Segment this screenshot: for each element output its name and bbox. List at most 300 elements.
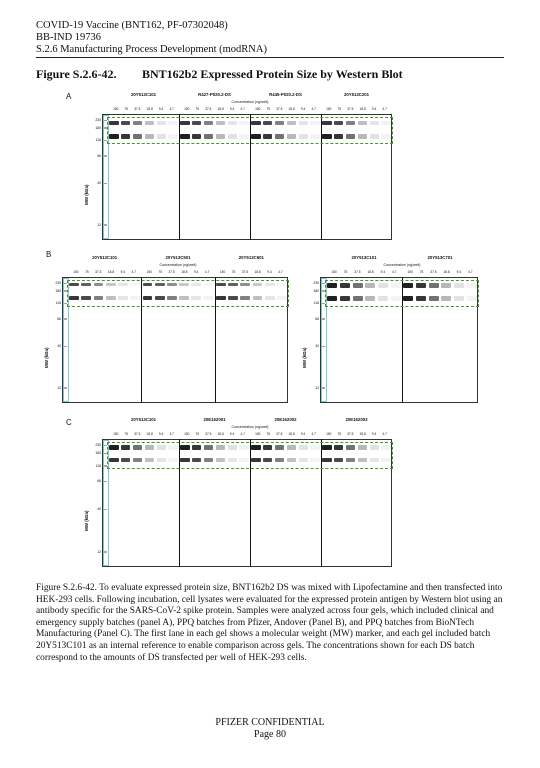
lane-label: 9.4: [300, 107, 306, 111]
protein-band: [358, 458, 367, 462]
mw-marker-label: 230: [95, 443, 101, 448]
mw-marker-label: 116: [313, 301, 319, 306]
protein-band: [239, 458, 248, 462]
protein-band: [133, 121, 142, 125]
lane-label: 37.5: [354, 270, 361, 274]
lane-concentration-labels: [404, 270, 476, 274]
mw-marker-label: 40: [57, 344, 61, 349]
lane-label: 150: [407, 270, 413, 274]
mw-marker-label: 180: [95, 125, 101, 130]
protein-band: [365, 283, 375, 288]
protein-band: [192, 445, 201, 450]
lane-concentration-labels: [181, 107, 248, 111]
protein-band: [216, 134, 225, 139]
protein-band: [216, 458, 225, 462]
lane-concentration-labels: [252, 432, 319, 436]
protein-band: [179, 296, 189, 300]
lane-label: 75: [266, 107, 271, 111]
lane-label: 18.8: [181, 270, 188, 274]
protein-band: [467, 296, 477, 301]
protein-band: [287, 121, 296, 125]
lane-label: 4.7: [311, 432, 316, 436]
lane-label: 18.8: [254, 270, 261, 274]
lane-label: 37.5: [168, 270, 175, 274]
protein-band: [157, 134, 166, 139]
protein-band: [192, 121, 201, 125]
lane-label: 18.8: [367, 270, 374, 274]
protein-band: [378, 283, 388, 288]
protein-band: [145, 134, 154, 139]
gel-batch-label: 20Y513C101: [130, 417, 157, 422]
lane-concentration-labels: [323, 107, 390, 111]
lane-concentration-labels: [217, 270, 286, 274]
protein-band: [179, 283, 189, 286]
protein-band: [381, 445, 390, 450]
mw-marker-band: [104, 551, 107, 553]
protein-band: [157, 121, 166, 125]
concentration-axis-label: Concentration (ng/well): [231, 100, 269, 104]
mw-marker-label: 180: [95, 451, 101, 456]
lane-label: 75: [158, 270, 162, 274]
gel-batch-label: R445-P020.2-DS: [269, 92, 302, 97]
lane-label: 150: [113, 432, 119, 436]
protein-band: [275, 445, 284, 450]
protein-band: [265, 283, 275, 286]
western-blot-panel-b-right: [300, 255, 478, 403]
protein-band: [287, 134, 296, 139]
protein-band: [130, 283, 140, 286]
lane-label: 18.8: [359, 432, 366, 436]
mw-axis-label: MW (kDa): [84, 184, 89, 205]
protein-band: [228, 458, 237, 462]
protein-band: [81, 283, 91, 286]
lane-label: 4.7: [382, 107, 387, 111]
protein-band: [353, 296, 363, 301]
protein-band: [157, 445, 166, 450]
protein-band: [391, 283, 401, 288]
mw-marker-label: 66: [97, 153, 101, 158]
concentration-axis-label: Concentration (ng/well): [231, 425, 269, 429]
protein-band: [263, 121, 272, 125]
protein-band: [204, 283, 214, 286]
protein-band: [441, 296, 451, 301]
protein-band: [263, 134, 272, 139]
protein-band: [340, 296, 350, 301]
lane-label: 150: [219, 270, 226, 274]
protein-band: [334, 134, 343, 139]
protein-band: [216, 121, 225, 125]
protein-band: [251, 121, 260, 125]
header-rule: [36, 57, 504, 58]
lane-label: 18.8: [288, 107, 295, 111]
protein-band: [370, 445, 379, 450]
protein-band: [253, 296, 263, 300]
gel-batch-label: 20Y513C101: [92, 255, 118, 260]
document-header: [36, 20, 267, 56]
lane-concentration-labels: [110, 432, 177, 436]
protein-band: [358, 121, 367, 125]
lane-label: 18.8: [217, 107, 224, 111]
lane-label: 9.4: [267, 270, 272, 274]
mw-marker-label: 12: [97, 549, 101, 554]
protein-band: [228, 445, 237, 450]
mw-marker-label: 40: [97, 181, 101, 186]
protein-band: [145, 121, 154, 125]
lane-label: 9.4: [456, 270, 462, 274]
protein-band: [265, 296, 275, 300]
figure-caption: Figure S.2.6-42. To evaluate expressed protein size, BNT162b2 DS was mixed with Lipofectamine and then transfected into HEK-293 cells. Following incubation, cell lysates were evaluated for the expressed protein antigen by Western blot using an antibody specific for the SARS-CoV-2 spike protein. Samples were analyzed across four gels, which included clinical and emergency supply batches (panel A), PPQ batches from Pfizer, Andover (Panel B), and PPQ batches from BioNTech Manufacturing (Panel C). The first lane in each gel shows a molecular weight (MW) marker, and each gel included batch 20Y513C101 as an internal reference to enable comparison across gels. The concentrations shown for each DS batch correspond to the amounts of DS transfected per well of HEK-293 cells.: [36, 583, 503, 663]
mw-marker-label: 230: [55, 281, 61, 286]
protein-band: [118, 283, 128, 286]
protein-band: [133, 458, 142, 462]
protein-band: [365, 296, 375, 301]
protein-band: [353, 283, 363, 288]
protein-band: [454, 283, 464, 288]
protein-band: [251, 458, 260, 462]
protein-band: [322, 134, 331, 139]
protein-band: [228, 283, 238, 286]
mw-marker-label: 40: [315, 344, 319, 349]
protein-band: [109, 121, 118, 125]
mw-axis-label: MW (kDa): [44, 347, 49, 368]
protein-band: [216, 283, 226, 286]
protein-band: [322, 445, 331, 450]
protein-band: [429, 296, 439, 301]
protein-band: [118, 296, 128, 300]
lane-label: 75: [343, 270, 348, 274]
protein-band: [275, 134, 284, 139]
mw-marker-label: 180: [313, 288, 319, 293]
protein-band: [299, 134, 308, 139]
protein-band: [381, 121, 390, 125]
protein-band: [106, 283, 116, 286]
protein-band: [121, 445, 130, 450]
mw-marker-label: 66: [57, 316, 61, 321]
mw-marker-label: 12: [57, 385, 61, 390]
protein-band: [94, 296, 104, 300]
lane-label: 4.7: [392, 270, 397, 274]
lane-concentration-labels: [110, 107, 177, 111]
protein-band: [180, 445, 189, 450]
lane-concentration-labels: [143, 270, 212, 274]
protein-band: [168, 134, 177, 139]
protein-band: [370, 134, 379, 139]
lane-label: 75: [195, 107, 200, 111]
lane-concentration-labels: [323, 432, 390, 436]
mw-marker-label: 180: [55, 288, 61, 293]
protein-band: [253, 283, 263, 286]
lane-label: 18.8: [443, 270, 450, 274]
mw-marker-label: 12: [97, 222, 101, 227]
protein-band: [322, 121, 331, 125]
mw-marker-band: [64, 318, 67, 320]
lane-label: 9.4: [380, 270, 386, 274]
protein-band: [287, 458, 296, 462]
protein-band: [334, 445, 343, 450]
lane-label: 18.8: [146, 107, 153, 111]
lane-label: 37.5: [347, 107, 354, 111]
protein-band: [204, 121, 213, 125]
lane-concentration-labels: [328, 270, 400, 274]
protein-band: [239, 121, 248, 125]
lane-label: 4.7: [240, 432, 245, 436]
protein-band: [370, 121, 379, 125]
mw-axis-label: MW (kDa): [84, 510, 89, 532]
header-product: COVID-19 Vaccine (BNT162, PF-07302048): [36, 20, 228, 31]
gel-batch-label: 20Y513C201: [343, 92, 370, 97]
protein-band: [109, 134, 118, 139]
protein-band: [334, 458, 343, 462]
lane-label: 150: [255, 432, 261, 436]
protein-band: [204, 458, 213, 462]
lane-label: 9.4: [158, 432, 164, 436]
lane-label: 9.4: [158, 107, 164, 111]
protein-band: [334, 121, 343, 125]
protein-band: [94, 283, 104, 286]
protein-band: [133, 445, 142, 450]
protein-band: [168, 121, 177, 125]
lane-label: 75: [337, 107, 342, 111]
footer-page-number: Page 80: [254, 729, 286, 740]
mw-marker-label: 40: [97, 507, 101, 512]
protein-band: [145, 445, 154, 450]
lane-label: 37.5: [276, 107, 283, 111]
protein-band: [346, 134, 355, 139]
protein-band: [275, 121, 284, 125]
protein-band: [454, 296, 464, 301]
lane-label: 9.4: [229, 107, 235, 111]
protein-band: [310, 458, 319, 462]
protein-band: [299, 121, 308, 125]
protein-band: [340, 283, 350, 288]
protein-band: [109, 445, 118, 450]
lane-label: 37.5: [205, 107, 212, 111]
lane-label: 9.4: [120, 270, 126, 274]
protein-band: [275, 458, 284, 462]
lane-label: 18.8: [288, 432, 295, 436]
protein-band: [145, 458, 154, 462]
protein-band: [239, 134, 248, 139]
mw-marker-label: 116: [95, 463, 101, 468]
protein-band: [180, 121, 189, 125]
lane-label: 150: [73, 270, 79, 274]
lane-label: 75: [337, 432, 342, 436]
lane-label: 9.4: [300, 432, 306, 436]
protein-band: [263, 445, 272, 450]
protein-band: [157, 458, 166, 462]
lane-label: 4.7: [169, 107, 174, 111]
protein-band: [287, 445, 296, 450]
mw-marker-label: 66: [315, 316, 319, 321]
protein-band: [228, 121, 237, 125]
western-blot-panel-a: [82, 92, 392, 240]
lane-label: 4.7: [278, 270, 283, 274]
lane-label: 4.7: [169, 432, 174, 436]
panel-letter-a: A: [66, 92, 72, 101]
protein-band: [429, 283, 439, 288]
protein-band: [216, 445, 225, 450]
lane-label: 75: [266, 432, 271, 436]
gel-batch-label: 20E162002: [274, 417, 297, 422]
lane-label: 18.8: [146, 432, 153, 436]
protein-band: [277, 296, 287, 300]
protein-band: [441, 283, 451, 288]
panel-letter-b: B: [46, 250, 52, 259]
concentration-axis-label: Concentration (ng/well): [383, 263, 421, 267]
header-section: S.2.6 Manufacturing Process Development (modRNA): [36, 44, 267, 55]
lane-label: 75: [124, 432, 129, 436]
protein-band: [381, 134, 390, 139]
protein-band: [310, 121, 319, 125]
protein-band: [346, 445, 355, 450]
lane-label: 75: [124, 107, 129, 111]
lane-label: 37.5: [95, 270, 102, 274]
lane-label: 75: [231, 270, 236, 274]
gel-batch-label: 20Y513C101: [351, 255, 377, 260]
lane-label: 9.4: [229, 432, 235, 436]
protein-band: [180, 458, 189, 462]
lane-label: 37.5: [347, 432, 354, 436]
protein-band: [240, 296, 250, 300]
protein-band: [69, 296, 79, 300]
lane-concentration-labels: [70, 270, 139, 274]
protein-band: [228, 296, 238, 300]
lane-label: 150: [326, 107, 332, 111]
protein-band: [81, 296, 91, 300]
mw-marker-label: 12: [315, 385, 319, 390]
protein-band: [416, 296, 426, 301]
lane-label: 150: [184, 107, 190, 111]
lane-label: 37.5: [430, 270, 437, 274]
lane-label: 18.8: [217, 432, 224, 436]
protein-band: [263, 458, 272, 462]
protein-band: [121, 458, 130, 462]
mw-marker-band: [64, 387, 67, 389]
protein-band: [327, 296, 337, 301]
lane-label: 150: [146, 270, 152, 274]
lane-label: 75: [419, 270, 424, 274]
protein-band: [299, 445, 308, 450]
protein-band: [167, 283, 177, 286]
western-blot-panel-b-left: [42, 255, 288, 403]
protein-band: [121, 134, 130, 139]
lane-label: 75: [195, 432, 200, 436]
mw-axis-label: MW (kDa): [302, 347, 307, 368]
protein-band: [228, 134, 237, 139]
protein-band: [403, 296, 413, 301]
protein-band: [143, 296, 153, 300]
lane-label: 18.8: [107, 270, 115, 274]
lane-label: 150: [255, 107, 261, 111]
protein-band: [310, 134, 319, 139]
protein-band: [381, 458, 390, 462]
mw-marker-label: 116: [55, 301, 61, 306]
protein-band: [416, 283, 426, 288]
protein-band: [133, 134, 142, 139]
lane-label: 37.5: [134, 107, 141, 111]
protein-band: [358, 445, 367, 450]
lane-label: 9.4: [371, 432, 377, 436]
protein-band: [168, 445, 177, 450]
protein-band: [346, 121, 355, 125]
mw-marker-label: 230: [313, 281, 319, 286]
protein-band: [322, 458, 331, 462]
lane-label: 9.4: [193, 270, 199, 274]
protein-band: [378, 296, 388, 301]
concentration-axis-label: Concentration (ng/well): [159, 263, 197, 267]
lane-label: 4.7: [240, 107, 245, 111]
protein-band: [327, 283, 337, 288]
protein-band: [192, 134, 201, 139]
panel-letter-c: C: [66, 418, 72, 427]
protein-band: [191, 296, 201, 300]
lane-label: 150: [326, 432, 332, 436]
gel-batch-label: 20Y513C501: [165, 255, 191, 260]
figure-title-text: BNT162b2 Expressed Protein Size by Western Blot: [142, 67, 403, 81]
lane-label: 18.8: [359, 107, 366, 111]
protein-band: [204, 134, 213, 139]
mw-marker-label: 116: [95, 138, 101, 143]
lane-label: 37.5: [205, 432, 212, 436]
header-ind: BB-IND 19736: [36, 32, 102, 43]
protein-band: [346, 458, 355, 462]
protein-band: [109, 458, 118, 462]
lane-label: 150: [113, 107, 119, 111]
lane-label: 37.5: [276, 432, 283, 436]
lane-label: 4.7: [204, 270, 210, 274]
protein-band: [191, 283, 201, 286]
protein-band: [277, 283, 287, 286]
mw-marker-band: [322, 387, 325, 389]
protein-band: [192, 458, 201, 462]
protein-band: [239, 445, 248, 450]
lane-label: 75: [85, 270, 89, 274]
protein-band: [130, 296, 140, 300]
lane-label: 4.7: [131, 270, 137, 274]
protein-band: [310, 445, 319, 450]
protein-band: [204, 445, 213, 450]
lane-label: 150: [184, 432, 190, 436]
mw-marker-band: [104, 155, 107, 157]
lane-label: 4.7: [311, 107, 316, 111]
lane-label: 150: [331, 270, 337, 274]
protein-band: [204, 296, 214, 300]
protein-band: [391, 296, 401, 301]
protein-band: [358, 134, 367, 139]
protein-band: [168, 458, 177, 462]
protein-band: [299, 458, 308, 462]
gel-batch-label: 20E162003: [345, 417, 368, 422]
gel-batch-label: 20Y513C601: [238, 255, 264, 260]
protein-band: [467, 283, 477, 288]
mw-marker-band: [322, 318, 325, 320]
lane-concentration-labels: [181, 432, 248, 436]
protein-band: [240, 283, 250, 286]
protein-band: [121, 121, 130, 125]
mw-marker-band: [104, 224, 107, 226]
gel-batch-label: R427-P020.2-DS: [198, 92, 231, 97]
protein-band: [370, 458, 379, 462]
protein-band: [403, 283, 413, 288]
protein-band: [251, 445, 260, 450]
mw-marker-label: 230: [95, 118, 101, 123]
footer-confidential: PFIZER CONFIDENTIAL: [215, 717, 325, 728]
figure-number: Figure S.2.6-42.: [36, 67, 117, 81]
lane-label: 37.5: [134, 432, 141, 436]
protein-band: [180, 134, 189, 139]
protein-band: [143, 283, 153, 286]
protein-band: [106, 296, 116, 300]
